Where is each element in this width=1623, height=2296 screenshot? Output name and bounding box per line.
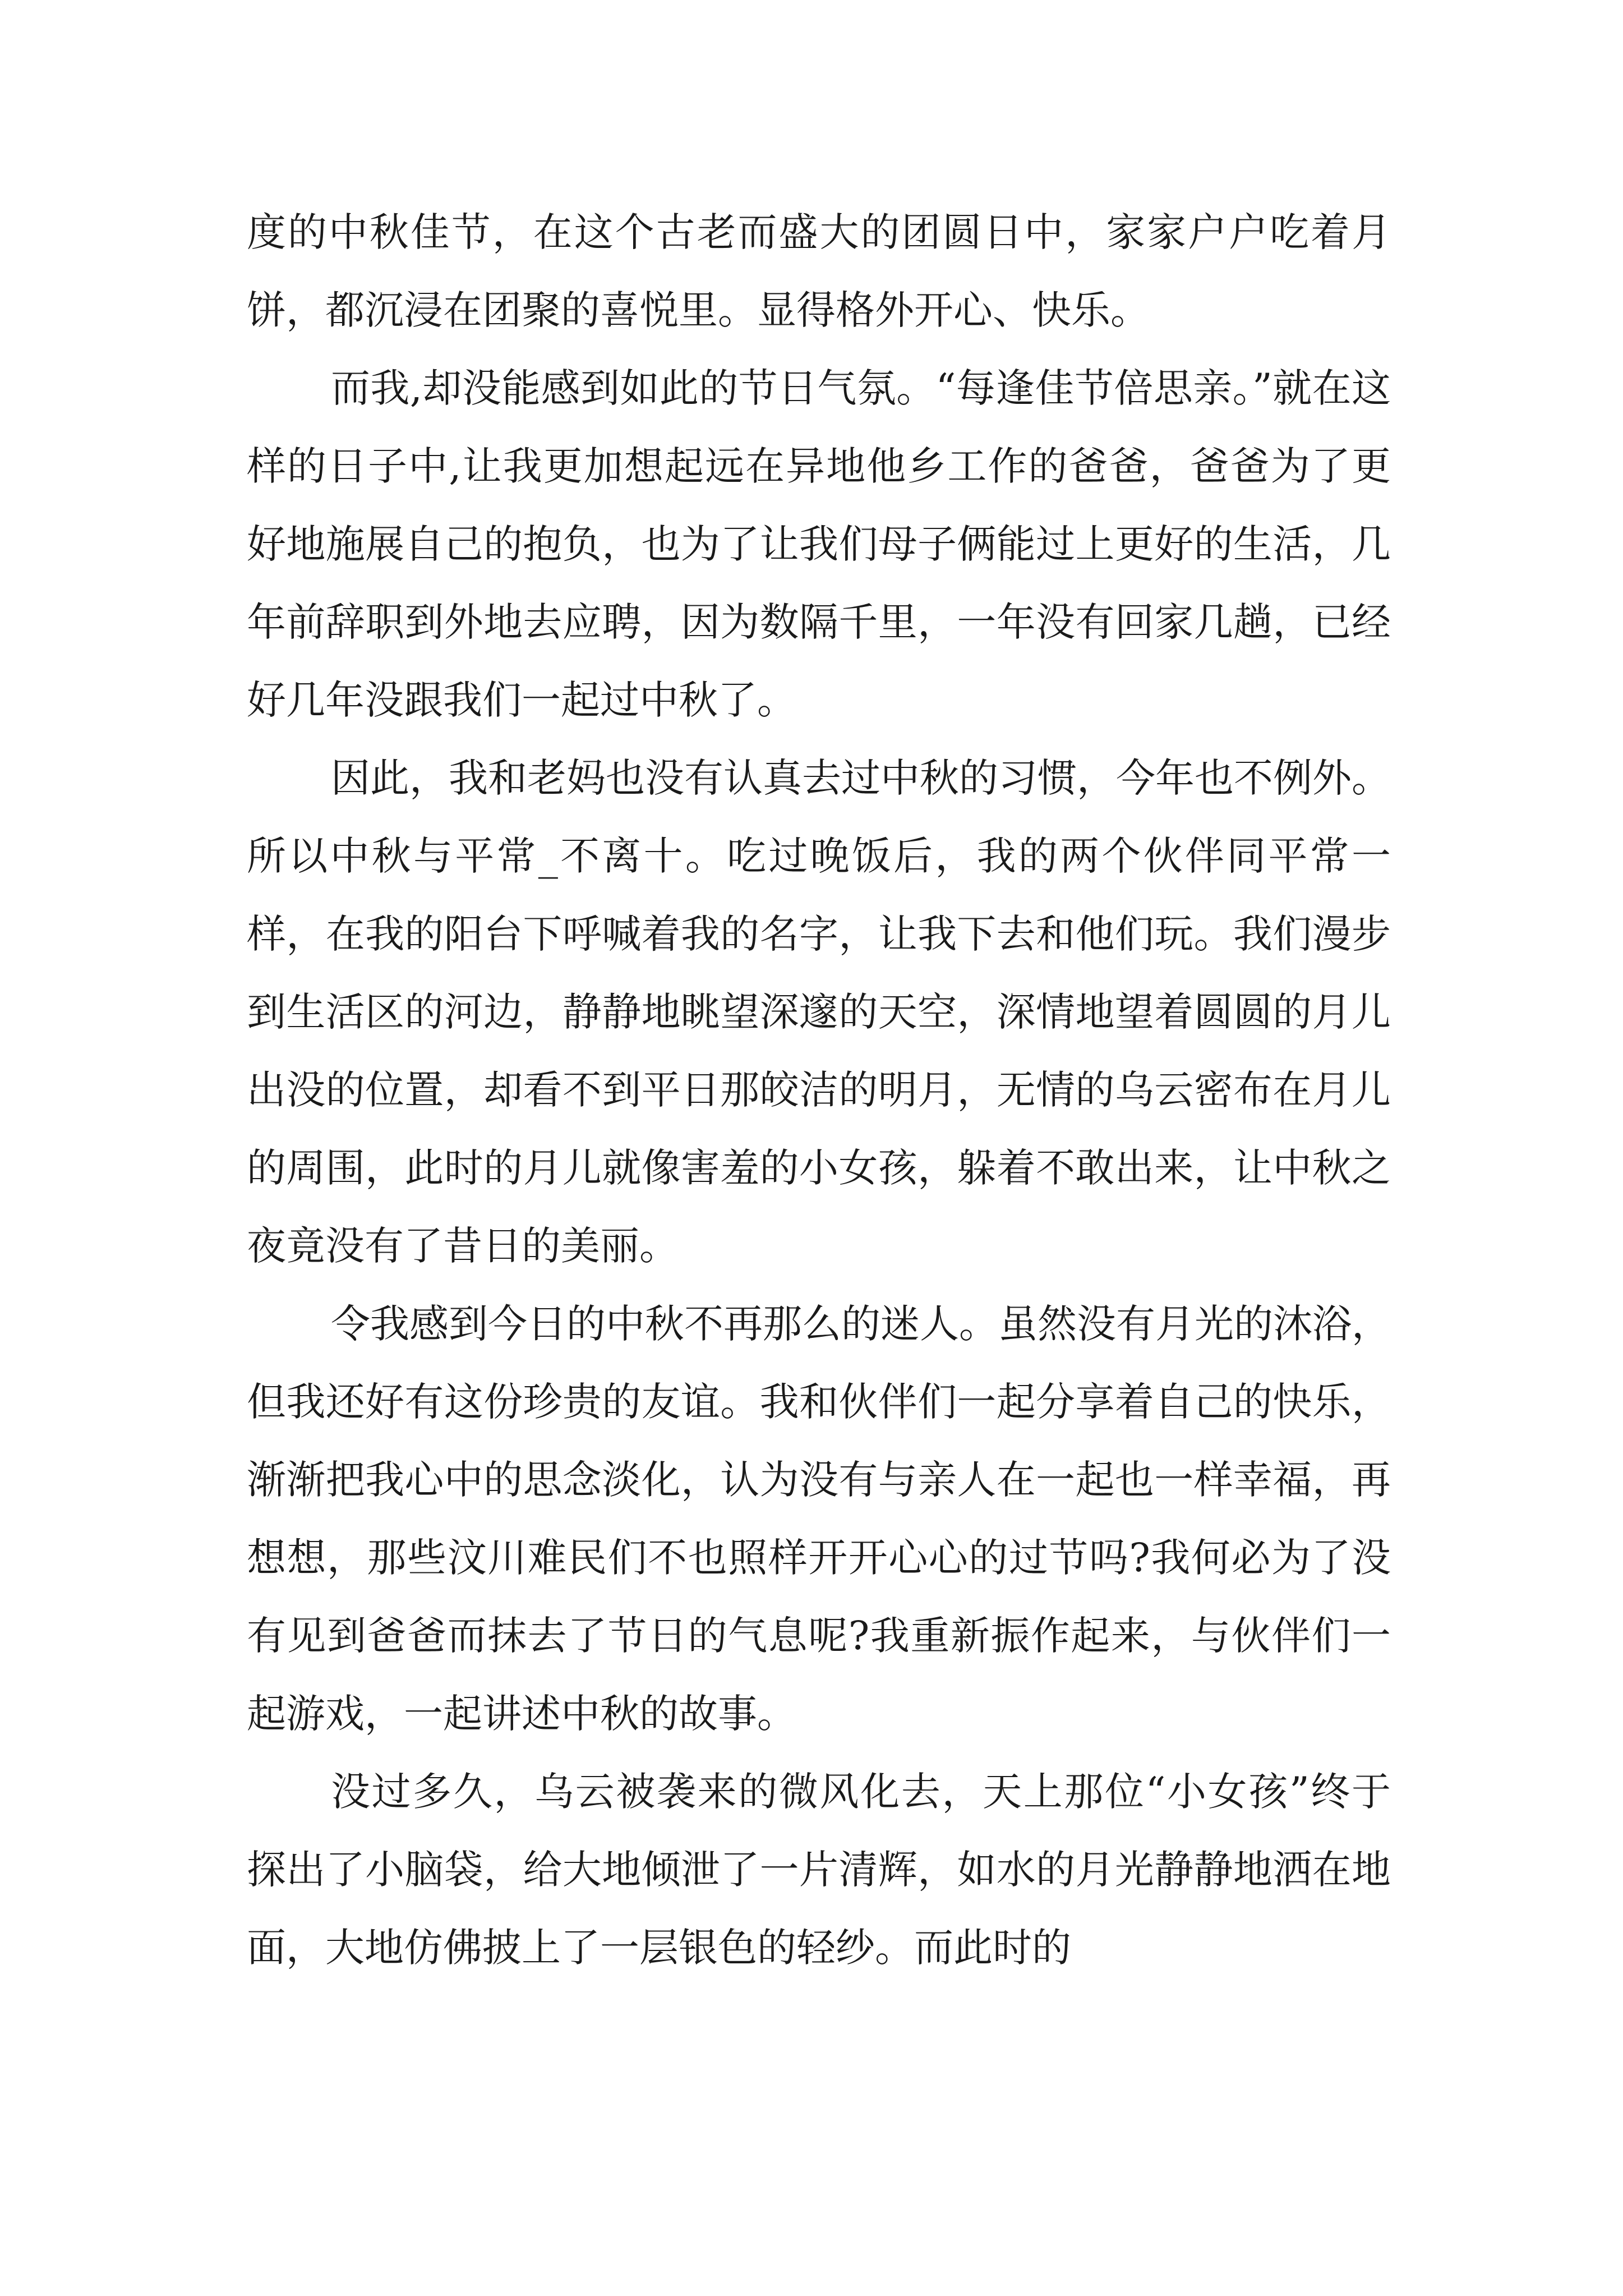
body-text	[247, 194, 1391, 1987]
paragraph: 而我,却没能感到如此的节日气氛。“每逢佳节倍思亲。”就在这样的日子中,让我更加想起远在异地他乡工作的爸爸，爸爸为了更好地施展自己的抱负，也为了让我们母子俩能过上更好的生活，几年前辞职到外地去应聘，因为数隔千里，一年没有回家几趟，已经好几年没跟我们一起过中秋了。	[247, 365, 1391, 723]
paragraph-continued: 度的中秋佳节，在这个古老而盛大的团圆日中，家家户户吃着月饼，都沉浸在团聚的喜悦里。显得格外开心、快乐。	[247, 209, 1391, 333]
paragraph: 因此，我和老妈也没有认真去过中秋的习惯，今年也不例外。所以中秋与平常_不离十。吃过晚饭后，我的两个伙伴同平常一样，在我的阳台下呼喊着我的名字，让我下去和他们玩。我们漫步到生活区的河边，静静地眺望深邃的天空，深情地望着圆圆的月儿出没的位置，却看不到平日那皎洁的明月，无情的乌云密布在月儿的周围，此时的月儿就像害羞的小女孩，躲着不敢出来，让中秋之夜竟没有了昔日的美丽。	[247, 755, 1391, 1269]
paragraph: 没过多久，乌云被袭来的微风化去，天上那位“小女孩”终于探出了小脑袋，给大地倾泄了一片清辉，如水的月光静静地洒在地面，大地仿佛披上了一层银色的轻纱。而此时的	[247, 1769, 1391, 1971]
paragraph: 令我感到今日的中秋不再那么的迷人。虽然没有月光的沐浴，但我还好有这份珍贵的友谊。我和伙伴们一起分享着自己的快乐，渐渐把我心中的思念淡化，认为没有与亲人在一起也一样幸福，再想想，那些汶川难民们不也照样开开心心的过节吗?我何必为了没有见到爸爸而抹去了节日的气息呢?我重新振作起来，与伙伴们一起游戏，一起讲述中秋的故事。	[247, 1301, 1391, 1737]
